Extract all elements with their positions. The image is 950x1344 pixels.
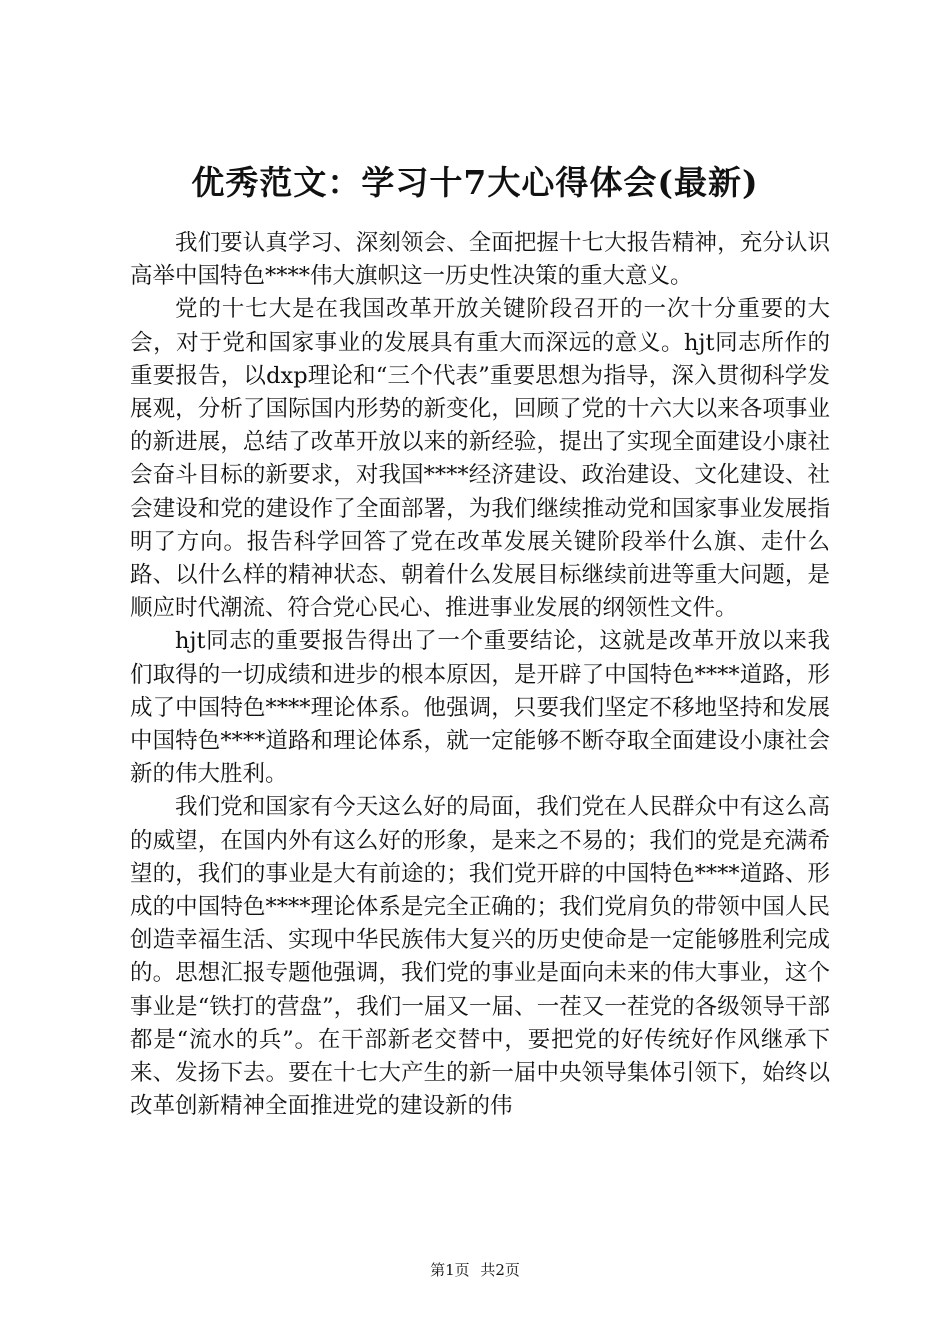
page-footer	[0, 1260, 950, 1280]
page-number-total: 共2页	[480, 1261, 520, 1279]
paragraph-4: 我们党和国家有今天这么好的局面，我们党在人民群众中有这么高的威望，在国内外有这么好的形象，是来之不易的；我们的党是充满希望的，我们的事业是大有前途的；我们党开辟的中国特色****道路、形成的中国特色****理论体系是完全正确的；我们党肩负的带领中国人民创造幸福生活、实现中华民族伟大复兴的历史使命是一定能够胜利完成的。思想汇报专题他强调，我们党的事业是面向未来的伟大事业，这个事业是“铁打的营盘”，我们一届又一届、一茬又一茬党的各级领导干部都是“流水的兵”。在干部新老交替中，要把党的好传统好作风继承下来、发扬下去。要在十七大产生的新一届中央领导集体引领下，始终以改革创新精神全面推进党的建设新的伟	[130, 794, 830, 1120]
paragraph-3: hjt同志的重要报告得出了一个重要结论，这就是改革开放以来我们取得的一切成绩和进步的根本原因，是开辟了中国特色****道路，形成了中国特色****理论体系。他强调，只要我们坚定不移地坚持和发展中国特色****道路和理论体系，就一定能够不断夺取全面建设小康社会新的伟大胜利。	[130, 628, 830, 788]
paragraph-1: 我们要认真学习、深刻领会、全面把握十七大报告精神，充分认识高举中国特色****伟大旗帜这一历史性决策的重大意义。	[130, 230, 830, 290]
paragraph-2: 党的十七大是在我国改革开放关键阶段召开的一次十分重要的大会，对于党和国家事业的发展具有重大而深远的意义。hjt同志所作的重要报告，以dxp理论和“三个代表”重要思想为指导，深入贯彻科学发展观，分析了国际国内形势的新变化，回顾了党的十六大以来各项事业的新进展，总结了改革开放以来的新经验，提出了实现全面建设小康社会奋斗目标的新要求，对我国****经济建设、政治建设、文化建设、社会建设和党的建设作了全面部署，为我们继续推动党和国家事业发展指明了方向。报告科学回答了党在改革发展关键阶段举什么旗、走什么路、以什么样的精神状态、朝着什么发展目标继续前进等重大问题，是顺应时代潮流、符合党心民心、推进事业发展的纲领性文件。	[130, 296, 830, 622]
document-body	[130, 227, 830, 1123]
page-number-current: 第1页	[430, 1261, 470, 1279]
document-title: 优秀范文：学习十7大心得体会(最新)	[191, 163, 759, 202]
